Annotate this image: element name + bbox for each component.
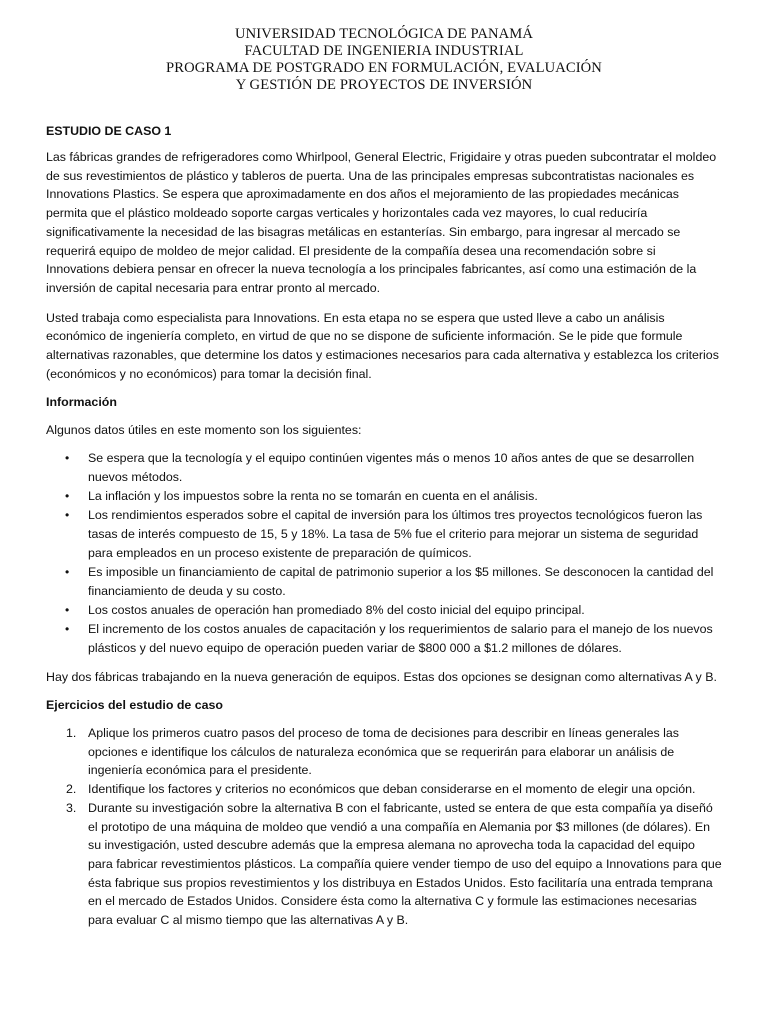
- list-item-text: Los rendimientos esperados sobre el capital de inversión para los últimos tres proyectos tecnológicos fueron las tasas de interés compuesto de 15, 5 y 18%. La tasa de 5% fue el criterio para mejorar un sistema de seguridad para empleados en un proceso existente de preparación de químicos.: [88, 508, 703, 560]
- paragraph-alternatives: Hay dos fábricas trabajando en la nueva generación de equipos. Estas dos opciones se designan como alternativas A y B.: [46, 670, 717, 685]
- list-item: [46, 449, 722, 486]
- bullet-icon: •: [65, 621, 70, 636]
- bullet-icon: •: [65, 489, 70, 504]
- header-university: UNIVERSIDAD TECNOLÓGICA DE PANAMÁ: [234, 26, 534, 42]
- list-item: [46, 799, 722, 930]
- header-faculty: FACULTAD DE INGENIERIA INDUSTRIAL: [244, 43, 524, 59]
- document-header: [46, 26, 722, 94]
- info-title: Información: [46, 395, 117, 410]
- info-intro: Algunos datos útiles en este momento son los siguientes:: [46, 423, 362, 438]
- exercise-number: 3.: [66, 800, 77, 815]
- exercise-text: Aplique los primeros cuatro pasos del proceso de toma de decisiones para describir en líneas generales las opciones e identifique los cálculos de naturaleza económica que se requerirán para elaborar un análisis de ingeniería económica para el presidente.: [88, 726, 679, 778]
- bullet-icon: •: [65, 508, 70, 523]
- list-item: [46, 724, 722, 780]
- header-program-cont: Y GESTIÓN DE PROYECTOS DE INVERSIÓN: [235, 77, 533, 93]
- list-item: [46, 780, 722, 799]
- list-item-text: Los costos anuales de operación han promediado 8% del costo inicial del equipo principal.: [88, 602, 585, 617]
- list-item: [46, 620, 722, 657]
- list-item-text: El incremento de los costos anuales de capacitación y los requerimientos de salario para el manejo de los nuevos plásticos y del nuevo equipo de operación pueden variar de $800 000 a $1.2 millones de dólares.: [88, 621, 713, 655]
- list-item: [46, 487, 722, 506]
- list-item-text: La inflación y los impuestos sobre la renta no se tomarán en cuenta en el análisis.: [88, 489, 538, 504]
- bullet-icon: •: [65, 564, 70, 579]
- exercises-title: Ejercicios del estudio de caso: [46, 698, 223, 713]
- list-item-text: Se espera que la tecnología y el equipo continúen vigentes más o menos 10 años antes de que se desarrollen nuevos métodos.: [88, 451, 695, 484]
- exercise-text: Identifique los factores y criterios no económicos que deban considerarse en el momento de elegir una opción.: [88, 782, 696, 797]
- exercise-number: 1.: [66, 726, 77, 741]
- exercise-text: Durante su investigación sobre la alternativa B con el fabricante, usted se entera de que esta compañía ya diseñó el prototipo de una máquina de moldeo que vendió a una compañía en Alemania por $3 millones (de dólares). En su investigación, usted descubre además que la empresa alemana no aprovecha toda la capacidad del equipo para fabricar revestimientos plásticos. La compañía quiere vender tiempo de uso del equipo a Innovations para que ésta fabrique sus propios revestimientos y los distribuya en Estados Unidos. Esto facilitaría una entrada temprana en el mercado de Estados Unidos. Considere ésta como la alternativa C y formule las estimaciones necesarias para evaluar C al mismo tiempo que las alternativas A y B.: [88, 800, 722, 928]
- paragraph-role: Usted trabaja como especialista para Innovations. En esta etapa no se espera que usted lleve a cabo un análisis económico de ingeniería completo, en virtud de que no se dispone de suficiente información. Se le pide que formule alternativas razonables, que determine los datos y estimaciones necesarios para cada alternativa y establezca los criterios (económicos y no económicos) para tomar la decisión final.: [46, 310, 719, 381]
- bullet-icon: •: [65, 451, 70, 466]
- bullet-icon: •: [65, 602, 70, 617]
- exercise-number: 2.: [66, 782, 77, 797]
- exercises-list: [46, 724, 722, 930]
- list-item: [46, 601, 722, 620]
- list-item: [46, 563, 722, 600]
- header-program: PROGRAMA DE POSTGRADO EN FORMULACIÓN, EVALUACIÓN: [166, 60, 602, 76]
- list-item-text: Es imposible un financiamiento de capital de patrimonio superior a los $5 millones. Se desconocen la cantidad del financiamiento de deuda y su costo.: [88, 564, 714, 598]
- info-bullet-list: [46, 449, 722, 657]
- paragraph-intro: Las fábricas grandes de refrigeradores como Whirlpool, General Electric, Frigidaire y otras pueden subcontratar el moldeo de sus revestimientos de plástico y tableros de puerta. Una de las principales empresas subcontratistas nacionales es Innovations Plastics. Se espera que aproximadamente en dos años el mejoramiento de las propiedades mecánicas permita que el plástico moldeado soporte cargas verticales y horizontales cada vez mayores, lo cual reduciría significativamente la necesidad de las bisagras metálicas en estanterías. Sin embargo, para ingresar al mercado se requerirá equipo de moldeo de mejor calidad. El presidente de la compañía desea una recomendación sobre si Innovations debiera pensar en ofrecer la nueva tecnología a los principales fabricantes, así como una estimación de la inversión de capital necesaria para entrar pronto al mercado.: [46, 150, 717, 295]
- list-item: [46, 506, 722, 562]
- case-title: ESTUDIO DE CASO 1: [46, 124, 172, 138]
